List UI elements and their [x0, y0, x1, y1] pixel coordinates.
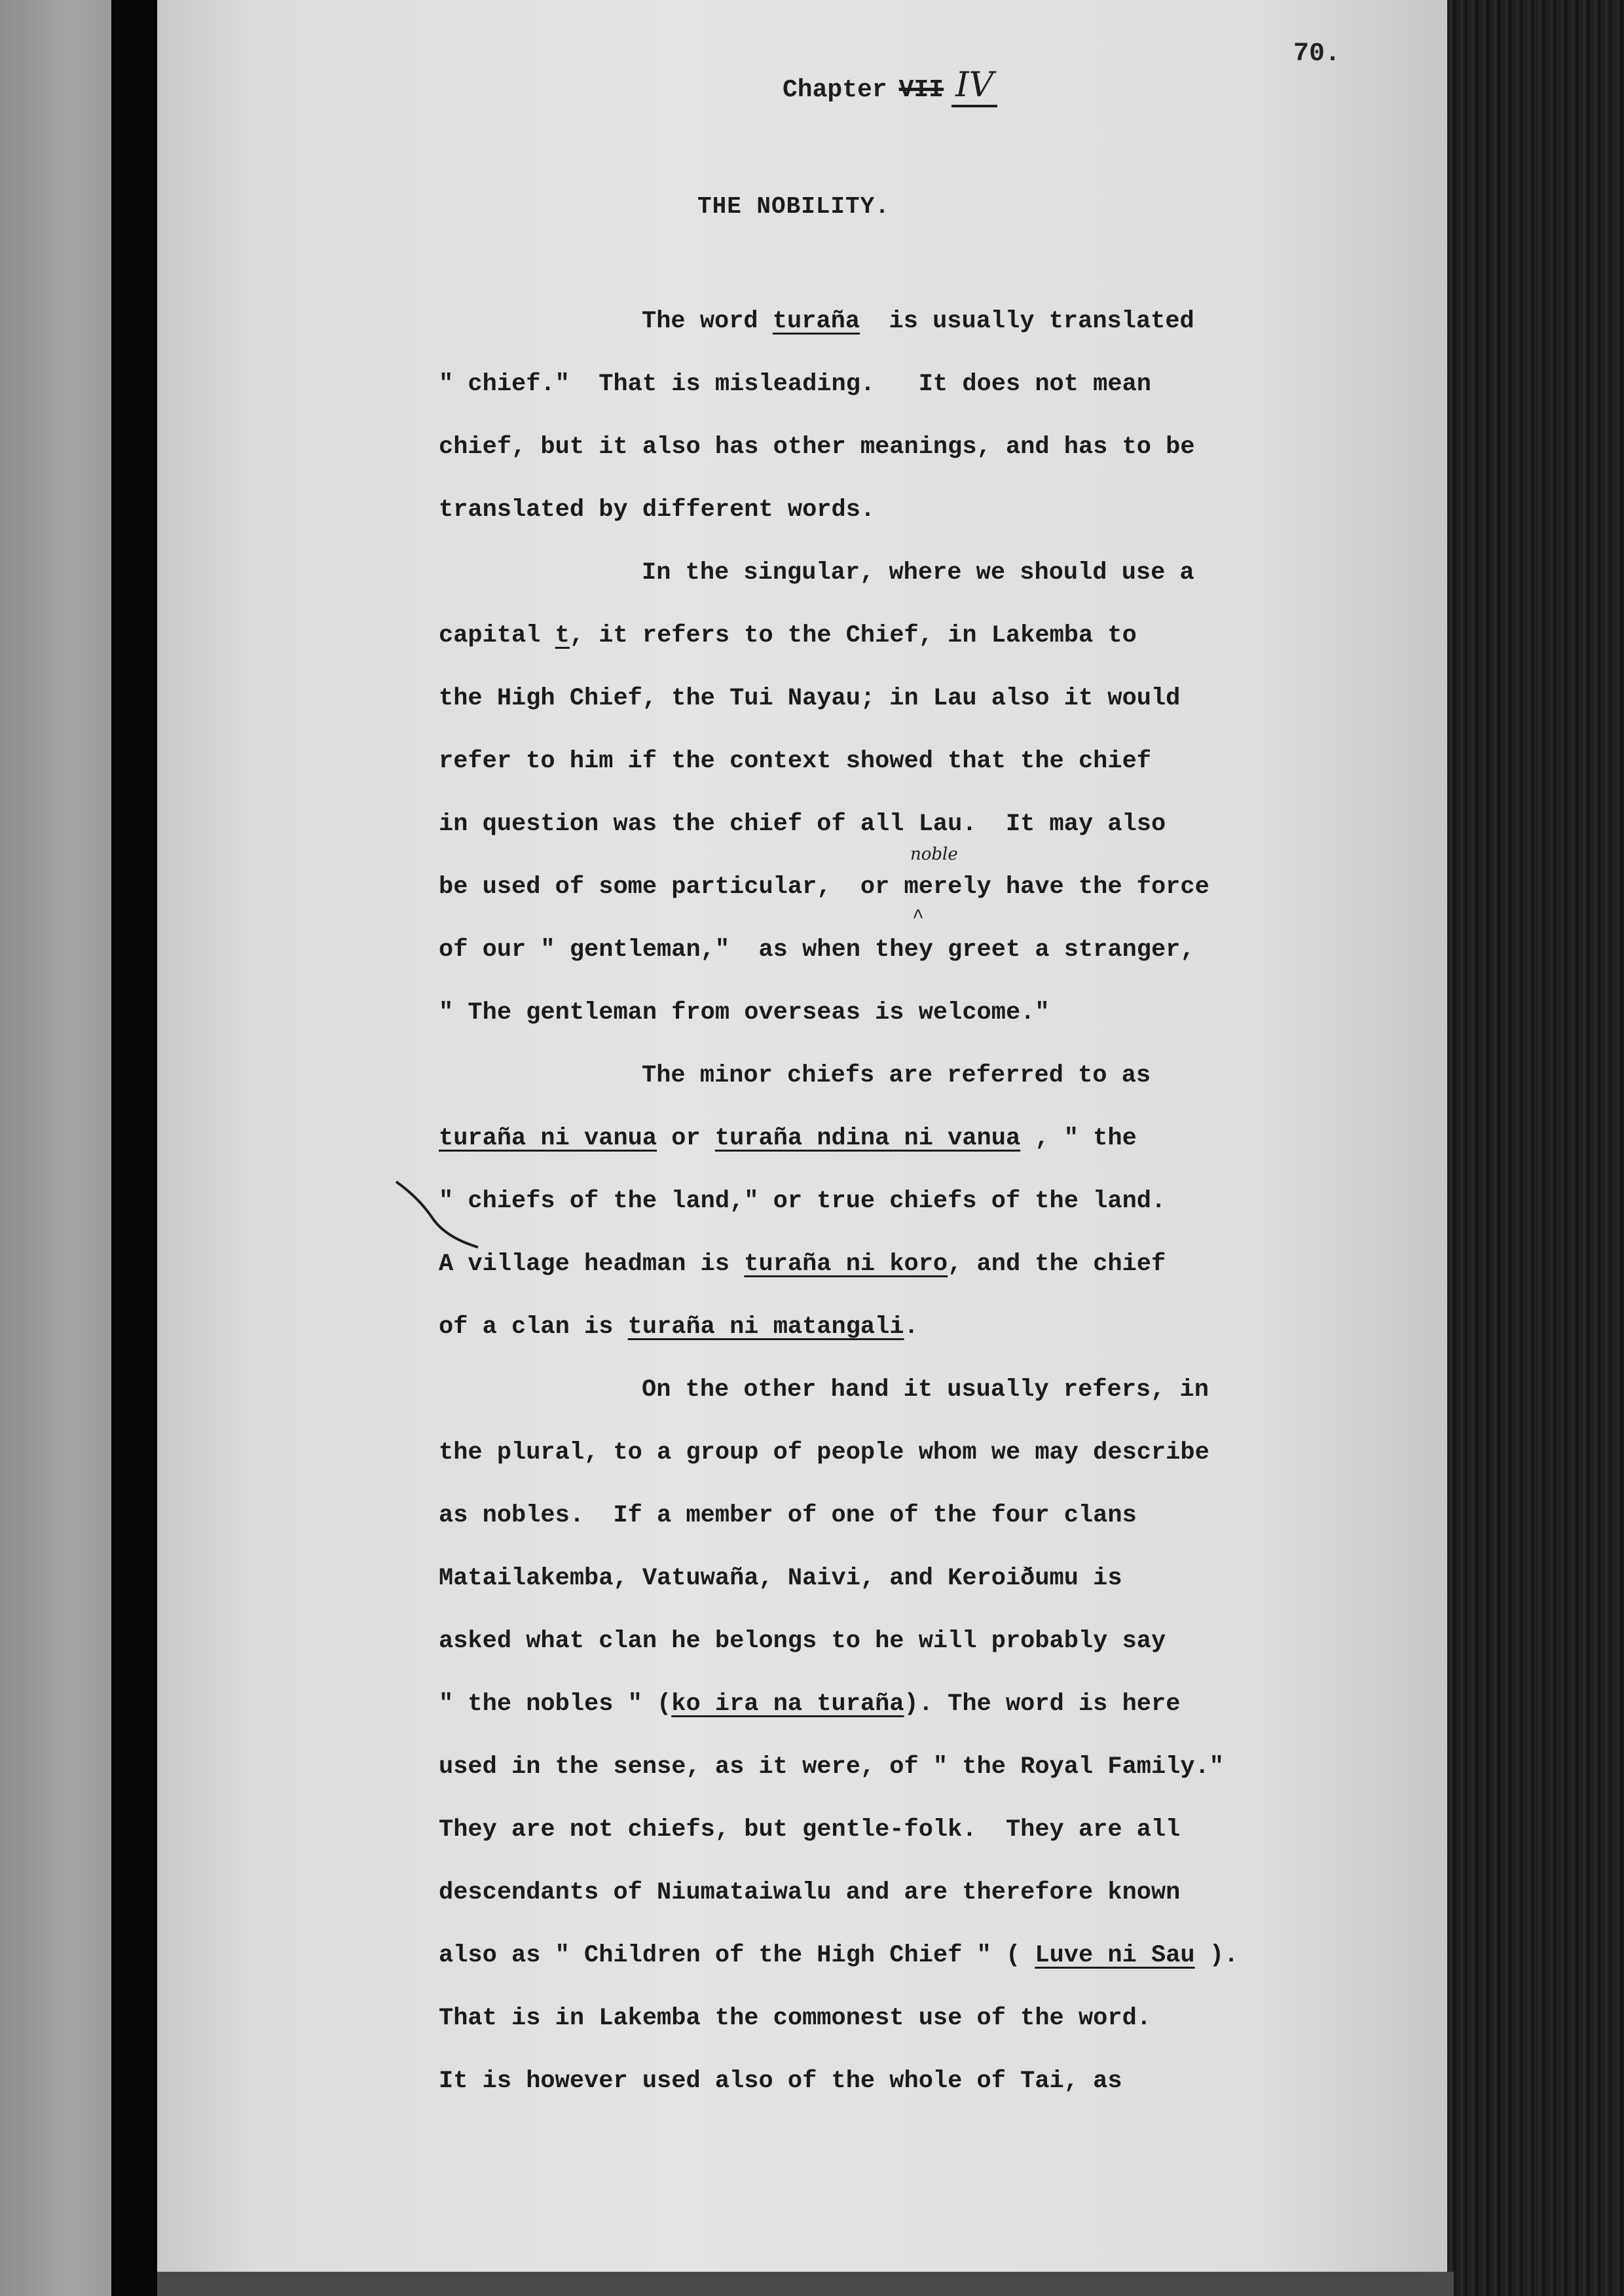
- text-line: A village headman is turaña ni koro, and the chief: [439, 1250, 1166, 1278]
- page-bottom-shadow: [157, 2272, 1454, 2296]
- previous-page-edge: [0, 0, 115, 2296]
- binding-gutter: [111, 0, 158, 2296]
- text-line: They are not chiefs, but gentle-folk. They are all: [439, 1816, 1181, 1844]
- text-line: capital t, it refers to the Chief, in Lakemba to: [439, 622, 1137, 649]
- text-line: descendants of Niumataiwalu and are therefore known: [439, 1879, 1181, 1906]
- text-line: " chiefs of the land," or true chiefs of the land.: [439, 1188, 1166, 1215]
- text-line: On the other hand it usually refers, in: [642, 1376, 1209, 1404]
- term-turana-ndina-ni-vanua: turaña ndina ni vanua: [714, 1125, 1021, 1152]
- chapter-label: Chapter: [783, 76, 887, 104]
- text-line: asked what clan he belongs to he will probably say: [439, 1628, 1166, 1655]
- text-line: of our " gentleman," as when they greet a stranger,: [439, 936, 1195, 964]
- body-text: [439, 303, 1460, 2126]
- text-line: of a clan is turaña ni matangali.: [439, 1313, 919, 1341]
- section-title: THE NOBILITY.: [697, 193, 890, 220]
- text-line: Matailakemba, Vatuwaña, Naivi, and Keroiðumu is: [439, 1565, 1122, 1592]
- term-ko-ira-na-turana: ko ira na turaña: [671, 1690, 904, 1718]
- text-line: the High Chief, the Tui Nayau; in Lau also it would: [439, 685, 1181, 712]
- text-line: " The gentleman from overseas is welcome.": [439, 999, 1050, 1027]
- chapter-struck-numeral: VII: [898, 76, 944, 104]
- text-line: refer to him if the context showed that the chief: [439, 748, 1151, 775]
- term-turana-ni-vanua: turaña ni vanua: [439, 1125, 657, 1152]
- term-t: t: [555, 622, 570, 649]
- chapter-heading: [783, 65, 997, 105]
- handwritten-insertion: noble: [910, 845, 958, 864]
- page-number: 70.: [1293, 39, 1341, 69]
- text-line: " the nobles " (ko ira na turaña). The word is here: [439, 1690, 1181, 1718]
- insertion-caret: ^: [912, 907, 925, 929]
- text-line: turaña ni vanua or turaña ndina ni vanua , " the: [439, 1125, 1137, 1152]
- text-line: used in the sense, as it were, of " the Royal Family.": [439, 1753, 1224, 1781]
- term-turana-ni-matangali: turaña ni matangali: [627, 1313, 904, 1341]
- text-line: as nobles. If a member of one of the four clans: [439, 1502, 1137, 1529]
- term-luve-ni-sau: Luve ni Sau: [1035, 1942, 1195, 1969]
- text-line: It is however used also of the whole of Tai, as: [439, 2068, 1122, 2095]
- text-line: That is in Lakemba the commonest use of the word.: [439, 2005, 1151, 2032]
- term-turana: turaña: [772, 308, 860, 335]
- text-line: also as " Children of the High Chief " ( Luve ni Sau ).: [439, 1942, 1239, 1969]
- text-line: be used of some particular, or merely have the force: [439, 873, 1209, 901]
- text-line: The minor chiefs are referred to as: [642, 1062, 1151, 1089]
- text-line: In the singular, where we should use a: [642, 559, 1194, 587]
- text-line: chief, but it also has other meanings, and has to be: [439, 433, 1195, 461]
- text-line: the plural, to a group of people whom we may describe: [439, 1439, 1209, 1467]
- term-turana-ni-koro: turaña ni koro: [744, 1250, 948, 1278]
- chapter-handwritten-numeral: IV: [951, 65, 997, 107]
- text-line: translated by different words.: [439, 496, 876, 524]
- text-line: The word turaña is usually translated: [642, 308, 1194, 335]
- book-block-edge: [1447, 0, 1624, 2296]
- text-line: " chief." That is misleading. It does not mean: [439, 371, 1151, 398]
- text-line: in question was the chief of all Lau. It may also: [439, 811, 1166, 838]
